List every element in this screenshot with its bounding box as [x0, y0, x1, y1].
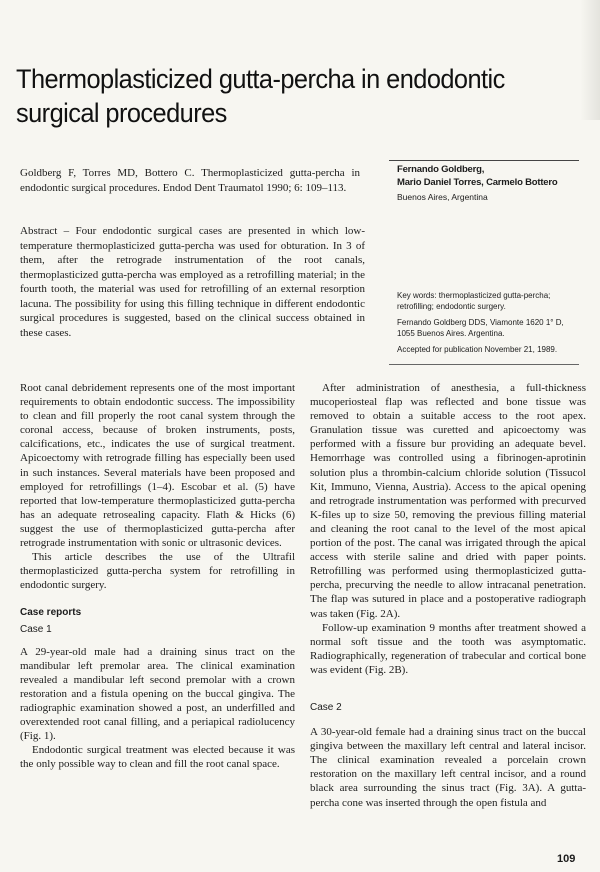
citation: Goldberg F, Torres MD, Bottero C. Thermoplasticized gutta-percha in endodontic surgical procedures. Endod Dent Traumatol 1990; 6: 109–113. — [20, 167, 360, 194]
body-column-right — [310, 381, 586, 810]
author-divider-top — [389, 160, 579, 161]
intro-paragraph-2: This article describes the use of the Ultrafil thermoplasticized gutta-percha system for retrofilling in endodontic surgery. — [20, 551, 295, 592]
page-edge-shadow — [580, 0, 600, 120]
abstract: Abstract – Four endodontic surgical cases are presented in which low-temperature thermoplasticized gutta-percha was used for obturation. In 3 of them, after the retrograde instrumentation of the root canals, thermoplasticized gutta-percha was employed as a retrofilling material; in the fourth tooth, the material was used for retrofilling of an external resorption lacuna. The possibility for using this filling technique in different endodontic surgical procedures is suggested, based on the clinical success obtained in these cases. — [20, 225, 365, 339]
accepted-date: Accepted for publication November 21, 1989. — [397, 345, 558, 354]
case-2-heading: Case 2 — [310, 701, 342, 713]
author-line-2: Mario Daniel Torres, Carmelo Bottero — [397, 176, 558, 188]
case-2-paragraph-1: A 30-year-old female had a draining sinus tract on the buccal gingiva between the maxillary left central and lateral incisor. The clinical examination revealed a porcelain crown restoration on the maxillary left central incisor, and a round black area surrounding the sinus tract (Fig. 3A). A gutta-percha cone was inserted through the open fistula and — [310, 726, 586, 809]
author-line-1: Fernando Goldberg, — [397, 164, 485, 175]
author-affiliation: Buenos Aires, Argentina — [397, 192, 488, 202]
correspondence-address: Fernando Goldberg DDS, Viamonte 1620 1° D, 1055 Buenos Aires. Argentina. — [397, 318, 564, 338]
meta-divider-bottom — [389, 364, 579, 365]
body-column-left — [20, 381, 295, 771]
case-1-paragraph-2: Endodontic surgical treatment was elected because it was the only possible way to clean and fill the root canal space. — [20, 744, 295, 771]
article-title: Thermoplasticized gutta-percha in endodontic surgical procedures — [16, 64, 505, 128]
author-block — [397, 164, 582, 203]
keywords: Key words: thermoplasticized gutta-percha; retrofilling; endodontic surgery. — [397, 291, 551, 311]
page-number: 109 — [557, 853, 576, 865]
article-meta — [397, 290, 582, 360]
right-paragraph-1: After administration of anesthesia, a full-thickness mucoperiosteal flap was reflected and bone tissue was removed to obtain a suitable access to the root apex. Granulation tissue was curetted and apicoectomy was performed with a fissure bur providing an adequate bevel. Hemorrhage was controlled using a fibrinogen-aprotinin solution plus a thrombin-calcium chloride solution (Tissucol Kit, Immuno, Vienna, Austria). Access to the apical opening and retrograde instrumentation was performed with precurved K-files up to size 50, removing the previous filling material and cleaning the root canal to the level of the most apical portion of the post. The canal was irrigated through the apical access with sterile saline and dried with paper points. Retrofilling was performed using thermoplasticized gutta-percha, precurving the needle to allow intracanal penetration. The flap was sutured in place and a postoperative radiograph was taken (Fig. 2A). — [310, 382, 586, 620]
case-reports-heading: Case reports — [20, 607, 82, 619]
intro-paragraph-1: Root canal debridement represents one of the most important requirements to obtain endodontic success. The impossibility to clean and fill properly the root canal system through the coronal access, because of broken instruments, posts, calcifications, etc., indicates the use of surgical treatment. Apicoectomy with retrograde filling has especially been used in such instances. Several materials have been proposed and employed for retrofillings (1–4). Escobar et al. (5) have reported that low-temperature thermoplasticized gutta-percha has an adequate retrosealing capacity. Flath & Hicks (6) suggest the use of thermoplasticized gutta-percha after retrograde instrumentation with sonic or ultrasonic devices. — [20, 382, 295, 550]
case-1-paragraph-1: A 29-year-old male had a draining sinus tract on the mandibular left premolar area. The clinical examination revealed a mandibular left second premolar with a crown restoration and a fistula opening on the buccal gingiva. The radiographic examination showed a post, an underfilled and overextended root canal filling, and a periapical radiolucency (Fig. 1). — [20, 645, 295, 743]
case-1-heading: Case 1 — [20, 623, 52, 635]
right-paragraph-2: Follow-up examination 9 months after treatment showed a normal soft tissue and the tooth was asymptomatic. Radiographically, regeneration of trabecular and cortical bone was evident (Fig. 2B). — [310, 621, 586, 676]
